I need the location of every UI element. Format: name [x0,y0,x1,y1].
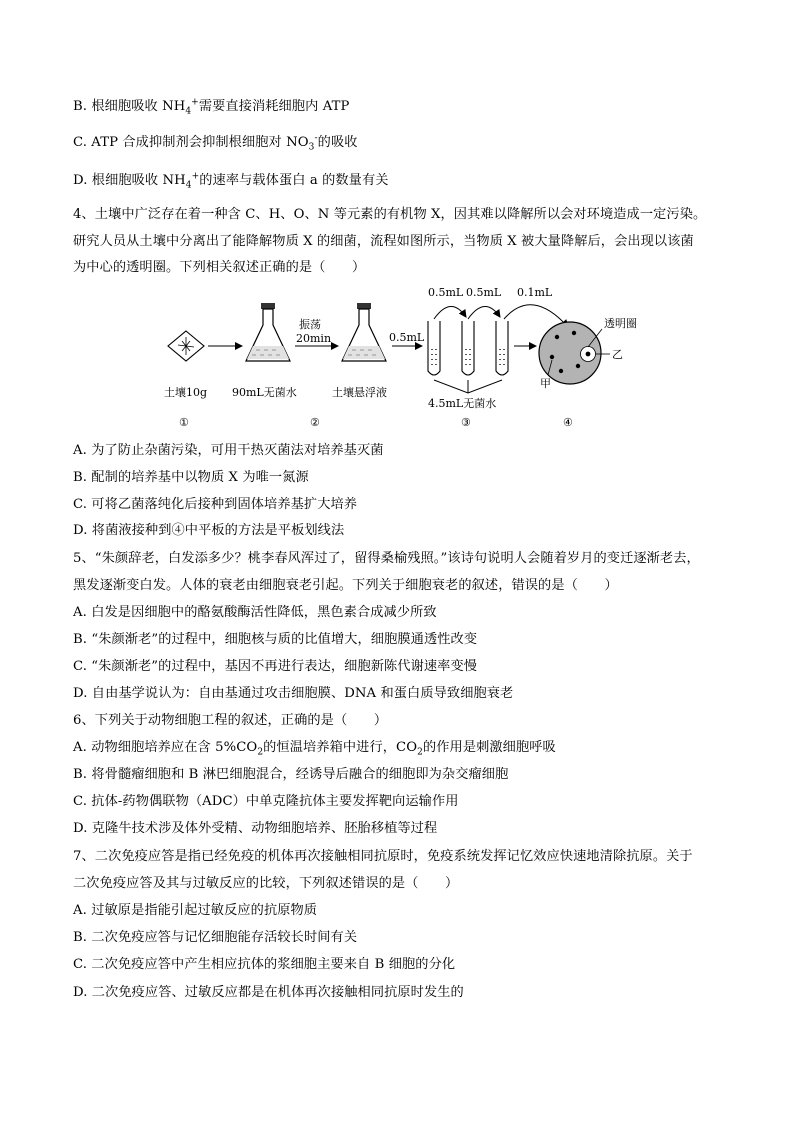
step-3-label: ③ [461,416,471,429]
arrow-dilution-2 [468,306,500,319]
label-volume-05b: 0.5mL [466,286,502,299]
flask-soil-suspension [342,303,386,361]
q5-option-c: C. “朱颜渐老”的过程中，基因不再进行表达，细胞新陈代谢速率变慢 [73,659,478,674]
label-jia: 甲 [540,377,551,390]
caption-soil: 土壤10g [164,386,208,399]
step-4-label: ④ [563,416,573,429]
q7-option-d: D. 二次免疫应答、过敏反应都是在机体再次接触相同抗原时发生的 [73,985,464,1000]
q5-option-a: A. 白发是因细胞中的酪氨酸酶活性降低，黑色素合成减少所致 [73,605,437,620]
caption-water90: 90mL无菌水 [232,386,297,399]
q7-option-a: A. 过敏原是指能引起过敏反应的抗原物质 [73,903,318,918]
q4-option-a: A. 为了防止杂菌污染，可用干热灭菌法对培养基灭菌 [73,443,384,458]
q6-option-c: C. 抗体-药物偶联物（ADC）中单克隆抗体主要发挥靶向运输作用 [73,794,459,809]
label-sterile-water-45: 4.5mL无菌水 [428,397,497,410]
q4-flow-diagram [160,283,640,433]
arrow-dilution-1 [434,306,466,319]
q5-stem-line: 5、“朱颜辞老，白发添多少？桃李春风浑过了，留得桑榆残照。”该诗句说明人会随着岁月的变迁逐渐老去， [73,551,700,566]
step-1-label: ① [179,416,189,429]
q3-option-d: D. 根细胞吸收 $NH_4^+$的速率与载体蛋白 a 的数量有关 [73,171,389,191]
caption-suspension: 土壤悬浮液 [332,386,387,399]
q7-stem-line: 7、二次免疫应答是指已经免疫的机体再次接触相同抗原时，免疫系统发挥记忆效应快速地清除抗原。关于 [73,849,693,864]
label-yi: 乙 [612,348,623,361]
q7-option-c: C. 二次免疫应答中产生相应抗体的浆细胞主要来自 B 细胞的分化 [73,957,456,972]
q4-stem-line: 4、土壤中广泛存在着一种含 C、H、O、N 等元素的有机物 X，因其难以降解所以会对环境造成一定污染。 [73,207,707,222]
q5-option-d: D. 自由基学说认为：自由基通过攻击细胞膜、DNA 和蛋白质导致细胞衰老 [73,686,514,701]
q5-option-b: B. “朱颜渐老”的过程中，细胞核与质的比值增大，细胞膜通透性改变 [73,632,478,647]
colony-yi [586,352,591,357]
q6-option-a: A. 动物细胞培养应在含 $5\%CO_2$的恒温培养箱中进行，$CO_2$的作用是刺激细胞呼吸 [73,740,556,758]
q6-option-b: B. 将骨髓瘤细胞和 B 淋巴细胞混合，经诱导后融合的细胞即为杂交瘤细胞 [73,767,509,782]
label-volume-01: 0.1mL [517,286,553,299]
label-shake: 振荡 [299,318,321,331]
q3-option-b: B. 根细胞吸收 $NH_4^+$需要直接消耗细胞内 ATP [73,97,350,117]
label-volume-05: 0.5mL [389,331,425,344]
test-tubes [428,321,508,375]
tubes-brace [434,380,502,393]
flask-sterile-water [246,303,290,361]
q7-stem-line: 二次免疫应答及其与过敏反应的比较，下列叙述错误的是（ ） [73,876,459,891]
q4-stem-line: 研究人员从土壤中分离出了能降解物质 X 的细菌，流程如图所示，当物质 X 被大量降解后，会出现以该菌 [73,234,694,249]
q6-option-d: D. 克隆牛技术涉及体外受精、动物细胞培养、胚胎移植等过程 [73,821,438,836]
label-halo: 透明圈 [604,317,637,330]
q6-stem: 6、下列关于动物细胞工程的叙述，正确的是（ ） [73,713,388,728]
q7-option-b: B. 二次免疫应答与记忆细胞能存活较长时间有关 [73,930,358,945]
soil-sample-diamond [168,331,204,361]
q4-stem-line: 为中心的透明圈。下列相关叙述正确的是（ ） [73,260,366,275]
label-time: 20min [296,332,332,345]
q5-stem-line: 黑发逐渐变白发。人体的衰老由细胞衰老引起。下列关于细胞衰老的叙述，错误的是（ ） [73,578,618,593]
q3-option-c: C. ATP 合成抑制剂会抑制根细胞对 $NO_3^-$的吸收 [73,133,358,153]
label-volume-05a: 0.5mL [428,286,464,299]
q4-option-c: C. 可将乙菌落纯化后接种到固体培养基扩大培养 [73,497,358,512]
q4-option-d: D. 将菌液接种到④中平板的方法是平板划线法 [73,523,345,538]
q4-option-b: B. 配制的培养基中以物质 X 为唯一氮源 [73,470,309,485]
step-2-label: ② [310,416,320,429]
